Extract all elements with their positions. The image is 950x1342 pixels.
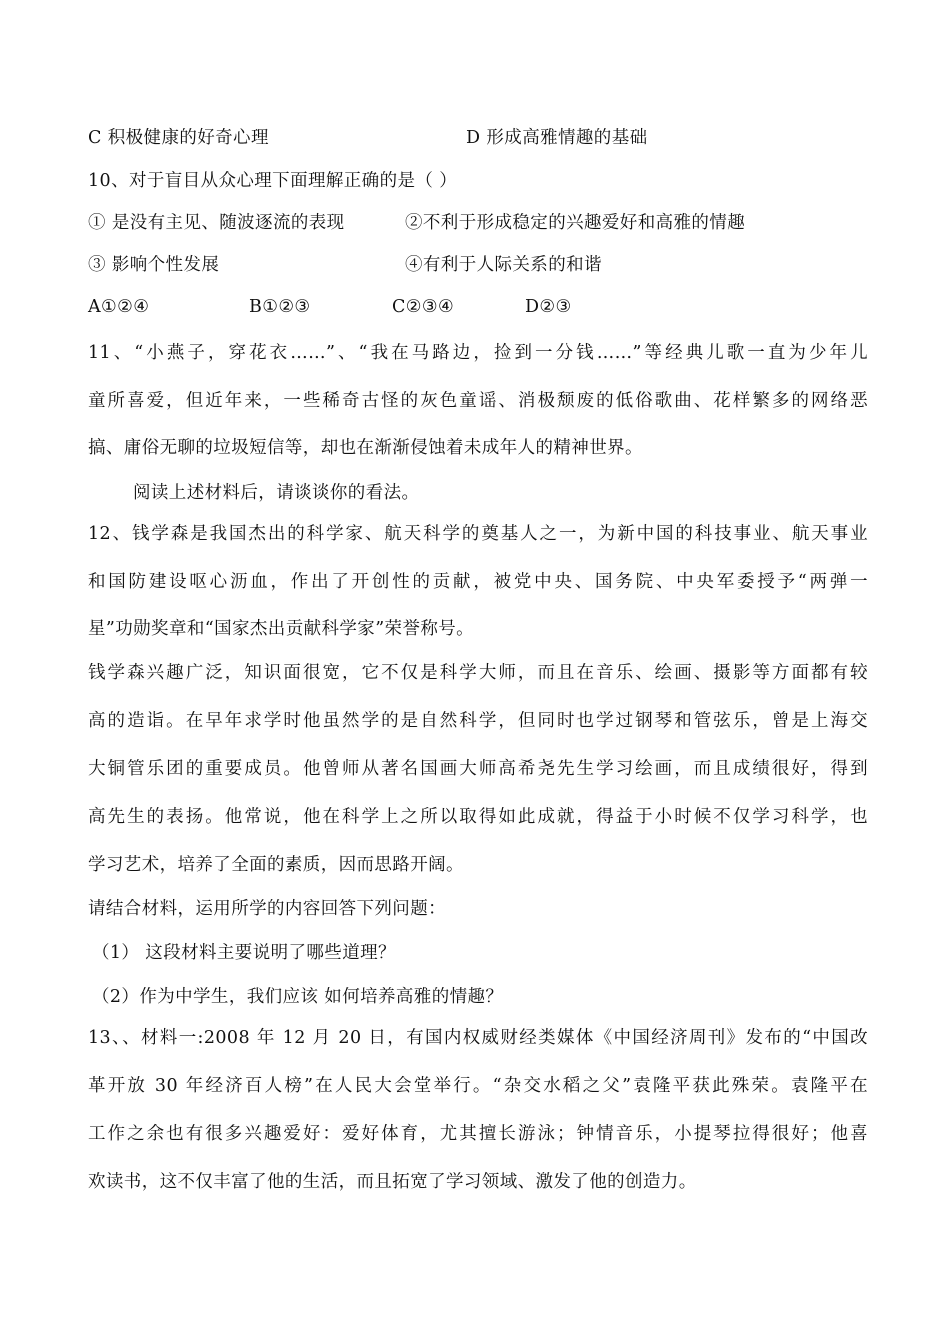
q12-sub-question-2: （2）作为中学生，我们应该 如何培养高雅的情趣？ [92, 987, 504, 1007]
q9-option-c: C 积极健康的好奇心理 [88, 128, 269, 148]
q13-line-4: 欢读书，这不仅丰富了他的生活，而且拓宽了学习领域、激发了他的创造力。 [88, 1172, 697, 1192]
q11-prompt: 阅读上述材料后，请谈谈你的看法。 [133, 483, 420, 503]
q12-sub-question-1: （1） 这段材料主要说明了哪些道理？ [92, 943, 396, 963]
q13-line-1: 13、、材料一:2008 年 12 月 20 日，有国内权威财经类媒体《中国经济周刊》发布的“中国改 [88, 1028, 868, 1048]
q10-choice-a: A①②④ [88, 297, 150, 317]
q10-choice-c: C②③④ [392, 297, 455, 317]
q11-line-3: 搞、庸俗无聊的垃圾短信等，却也在渐渐侵蚀着未成年人的精神世界。 [88, 438, 643, 458]
q10-item-3: ③ 影响个性发展 [88, 255, 220, 275]
q13-line-3: 工作之余也有很多兴趣爱好：爱好体育，尤其擅长游泳；钟情音乐，小提琴拉得很好；他喜 [88, 1124, 868, 1144]
q10-item-1: ① 是没有主见、随波逐流的表现 [88, 213, 345, 233]
q10-choice-b: B①②③ [249, 297, 311, 317]
q12-line-5: 高的造诣。在早年求学时他虽然学的是自然科学，但同时也学过钢琴和管弦乐，曾是上海交 [88, 711, 868, 731]
q12-line-4: 钱学森兴趣广泛，知识面很宽，它不仅是科学大师，而且在音乐、绘画、摄影等方面都有较 [88, 663, 868, 683]
q10-stem: 10、对于盲目从众心理下面理解正确的是（ ） [88, 171, 458, 191]
q12-line-1: 12、钱学森是我国杰出的科学家、航天科学的奠基人之一，为新中国的科技事业、航天事业 [88, 524, 868, 544]
q9-option-d: D 形成高雅情趣的基础 [466, 128, 648, 148]
q10-choice-d: D②③ [525, 297, 572, 317]
q12-line-8: 学习艺术，培养了全面的素质，因而思路开阔。 [88, 855, 464, 875]
q12-line-3: 星”功勋奖章和“国家杰出贡献科学家”荣誉称号。 [88, 619, 475, 639]
q12-instruction: 请结合材料，运用所学的内容回答下列问题： [88, 899, 446, 919]
q11-line-1: 11、“小燕子，穿花衣……”、“我在马路边，捡到一分钱……”等经典儿歌一直为少年儿 [88, 343, 868, 363]
q13-line-2: 革开放 30 年经济百人榜”在人民大会堂举行。“杂交水稻之父”袁隆平获此殊荣。袁隆平在 [88, 1076, 868, 1096]
q12-line-2: 和国防建设呕心沥血，作出了开创性的贡献，被党中央、国务院、中央军委授予“两弹一 [88, 572, 868, 592]
q12-line-7: 高先生的表扬。他常说，他在科学上之所以取得如此成就，得益于小时候不仅学习科学，也 [88, 807, 868, 827]
q10-item-2: ②不利于形成稳定的兴趣爱好和高雅的情趣 [405, 213, 746, 233]
q12-line-6: 大铜管乐团的重要成员。他曾师从著名国画大师高希尧先生学习绘画，而且成绩很好，得到 [88, 759, 868, 779]
q11-line-2: 童所喜爱，但近年来，一些稀奇古怪的灰色童谣、消极颓废的低俗歌曲、花样繁多的网络恶 [88, 391, 868, 411]
q10-item-4: ④有利于人际关系的和谐 [405, 255, 602, 275]
